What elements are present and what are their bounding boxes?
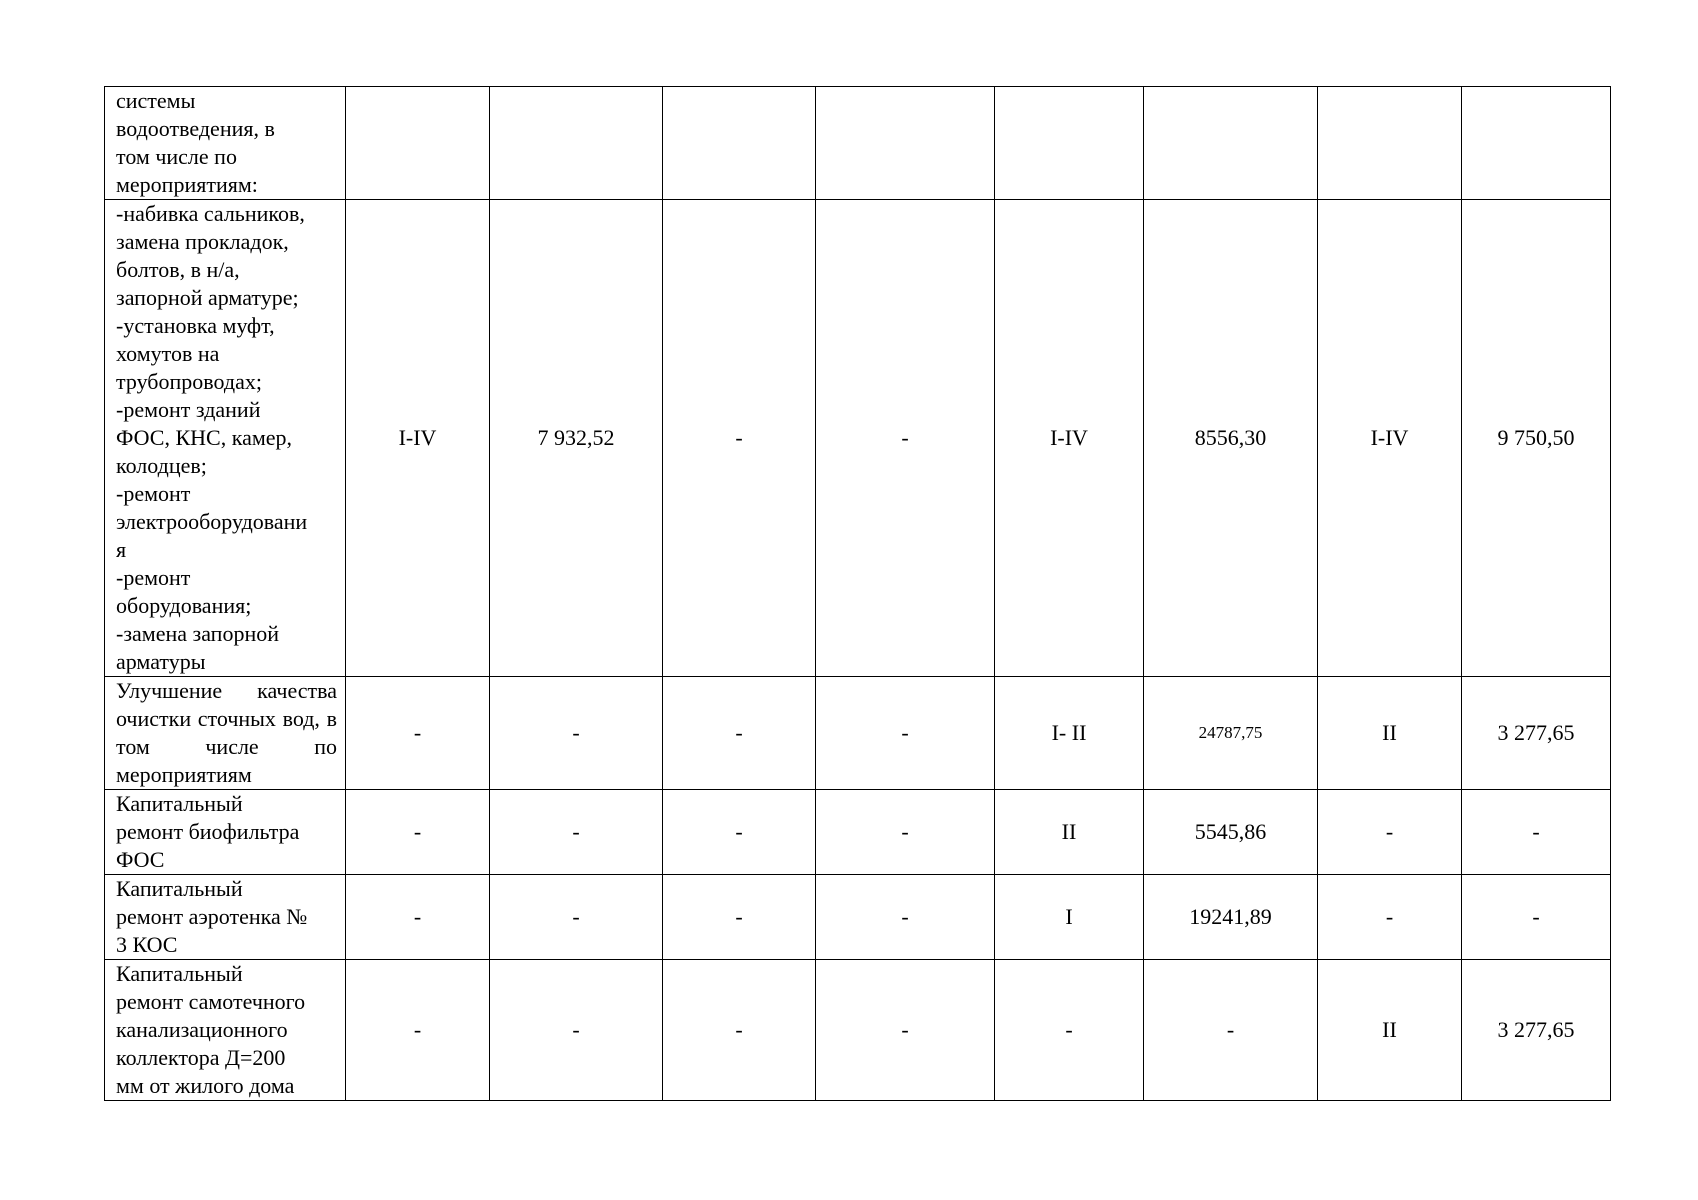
table-cell: - (816, 677, 995, 790)
measures-table (104, 86, 1611, 1101)
table-cell (1144, 87, 1318, 200)
table-row (105, 87, 1611, 200)
row-description: системы водоотведения, в том числе по мероприятиям: (105, 87, 346, 200)
table-cell: - (816, 200, 995, 677)
table-cell: - (663, 875, 816, 960)
table-cell: I- II (995, 677, 1144, 790)
table-cell: - (490, 790, 663, 875)
table-cell: 8556,30 (1144, 200, 1318, 677)
table-cell: - (816, 875, 995, 960)
table-cell (346, 87, 490, 200)
table-cell: II (1318, 677, 1462, 790)
table-cell: - (490, 960, 663, 1101)
table-cell: I-IV (346, 200, 490, 677)
table-cell: - (995, 960, 1144, 1101)
table-cell: 5545,86 (1144, 790, 1318, 875)
table-cell: - (346, 790, 490, 875)
table-cell: I-IV (1318, 200, 1462, 677)
table-cell: - (1462, 875, 1611, 960)
table-cell: - (346, 875, 490, 960)
row-description: Капитальный ремонт аэротенка № 3 КОС (105, 875, 346, 960)
table-cell: 3 277,65 (1462, 960, 1611, 1101)
table-cell (816, 87, 995, 200)
table-cell: - (663, 677, 816, 790)
row-description: Капитальный ремонт самотечного канализационного коллектора Д=200 мм от жилого дома (105, 960, 346, 1101)
table-cell: II (1318, 960, 1462, 1101)
table-cell: - (663, 790, 816, 875)
table-cell: - (816, 960, 995, 1101)
table-cell (663, 87, 816, 200)
table-cell: 9 750,50 (1462, 200, 1611, 677)
table-cell: - (1318, 790, 1462, 875)
table-row (105, 790, 1611, 875)
row-description: -набивка сальников, замена прокладок, болтов, в н/а, запорной арматуре; -установка муфт, хомутов на трубопроводах; -ремонт зданий ФОС, КНС, камер, колодцев; -ремонт электрооборудовани я -ремонт оборудования; -замена запорной арматуры (105, 200, 346, 677)
row-description: Улучшение качества очистки сточных вод, в том числе по мероприятиям (105, 677, 346, 790)
table-row (105, 960, 1611, 1101)
table-cell: - (490, 677, 663, 790)
table-row (105, 200, 1611, 677)
table-cell: - (346, 677, 490, 790)
table-cell: - (1462, 790, 1611, 875)
table-cell: 19241,89 (1144, 875, 1318, 960)
table-cell: 7 932,52 (490, 200, 663, 677)
table-cell: - (663, 200, 816, 677)
table-cell: - (346, 960, 490, 1101)
table-cell: I (995, 875, 1144, 960)
table-cell (1462, 87, 1611, 200)
table-cell (995, 87, 1144, 200)
row-description: Капитальный ремонт биофильтра ФОС (105, 790, 346, 875)
table-cell: 3 277,65 (1462, 677, 1611, 790)
table-row (105, 875, 1611, 960)
table-cell: - (490, 875, 663, 960)
table-cell (1318, 87, 1462, 200)
table-cell: 24787,75 (1144, 677, 1318, 790)
table-cell: - (1318, 875, 1462, 960)
table-cell: - (663, 960, 816, 1101)
table-cell: - (816, 790, 995, 875)
table-cell (490, 87, 663, 200)
table-cell: II (995, 790, 1144, 875)
table-row (105, 677, 1611, 790)
table-cell: - (1144, 960, 1318, 1101)
table-cell: I-IV (995, 200, 1144, 677)
